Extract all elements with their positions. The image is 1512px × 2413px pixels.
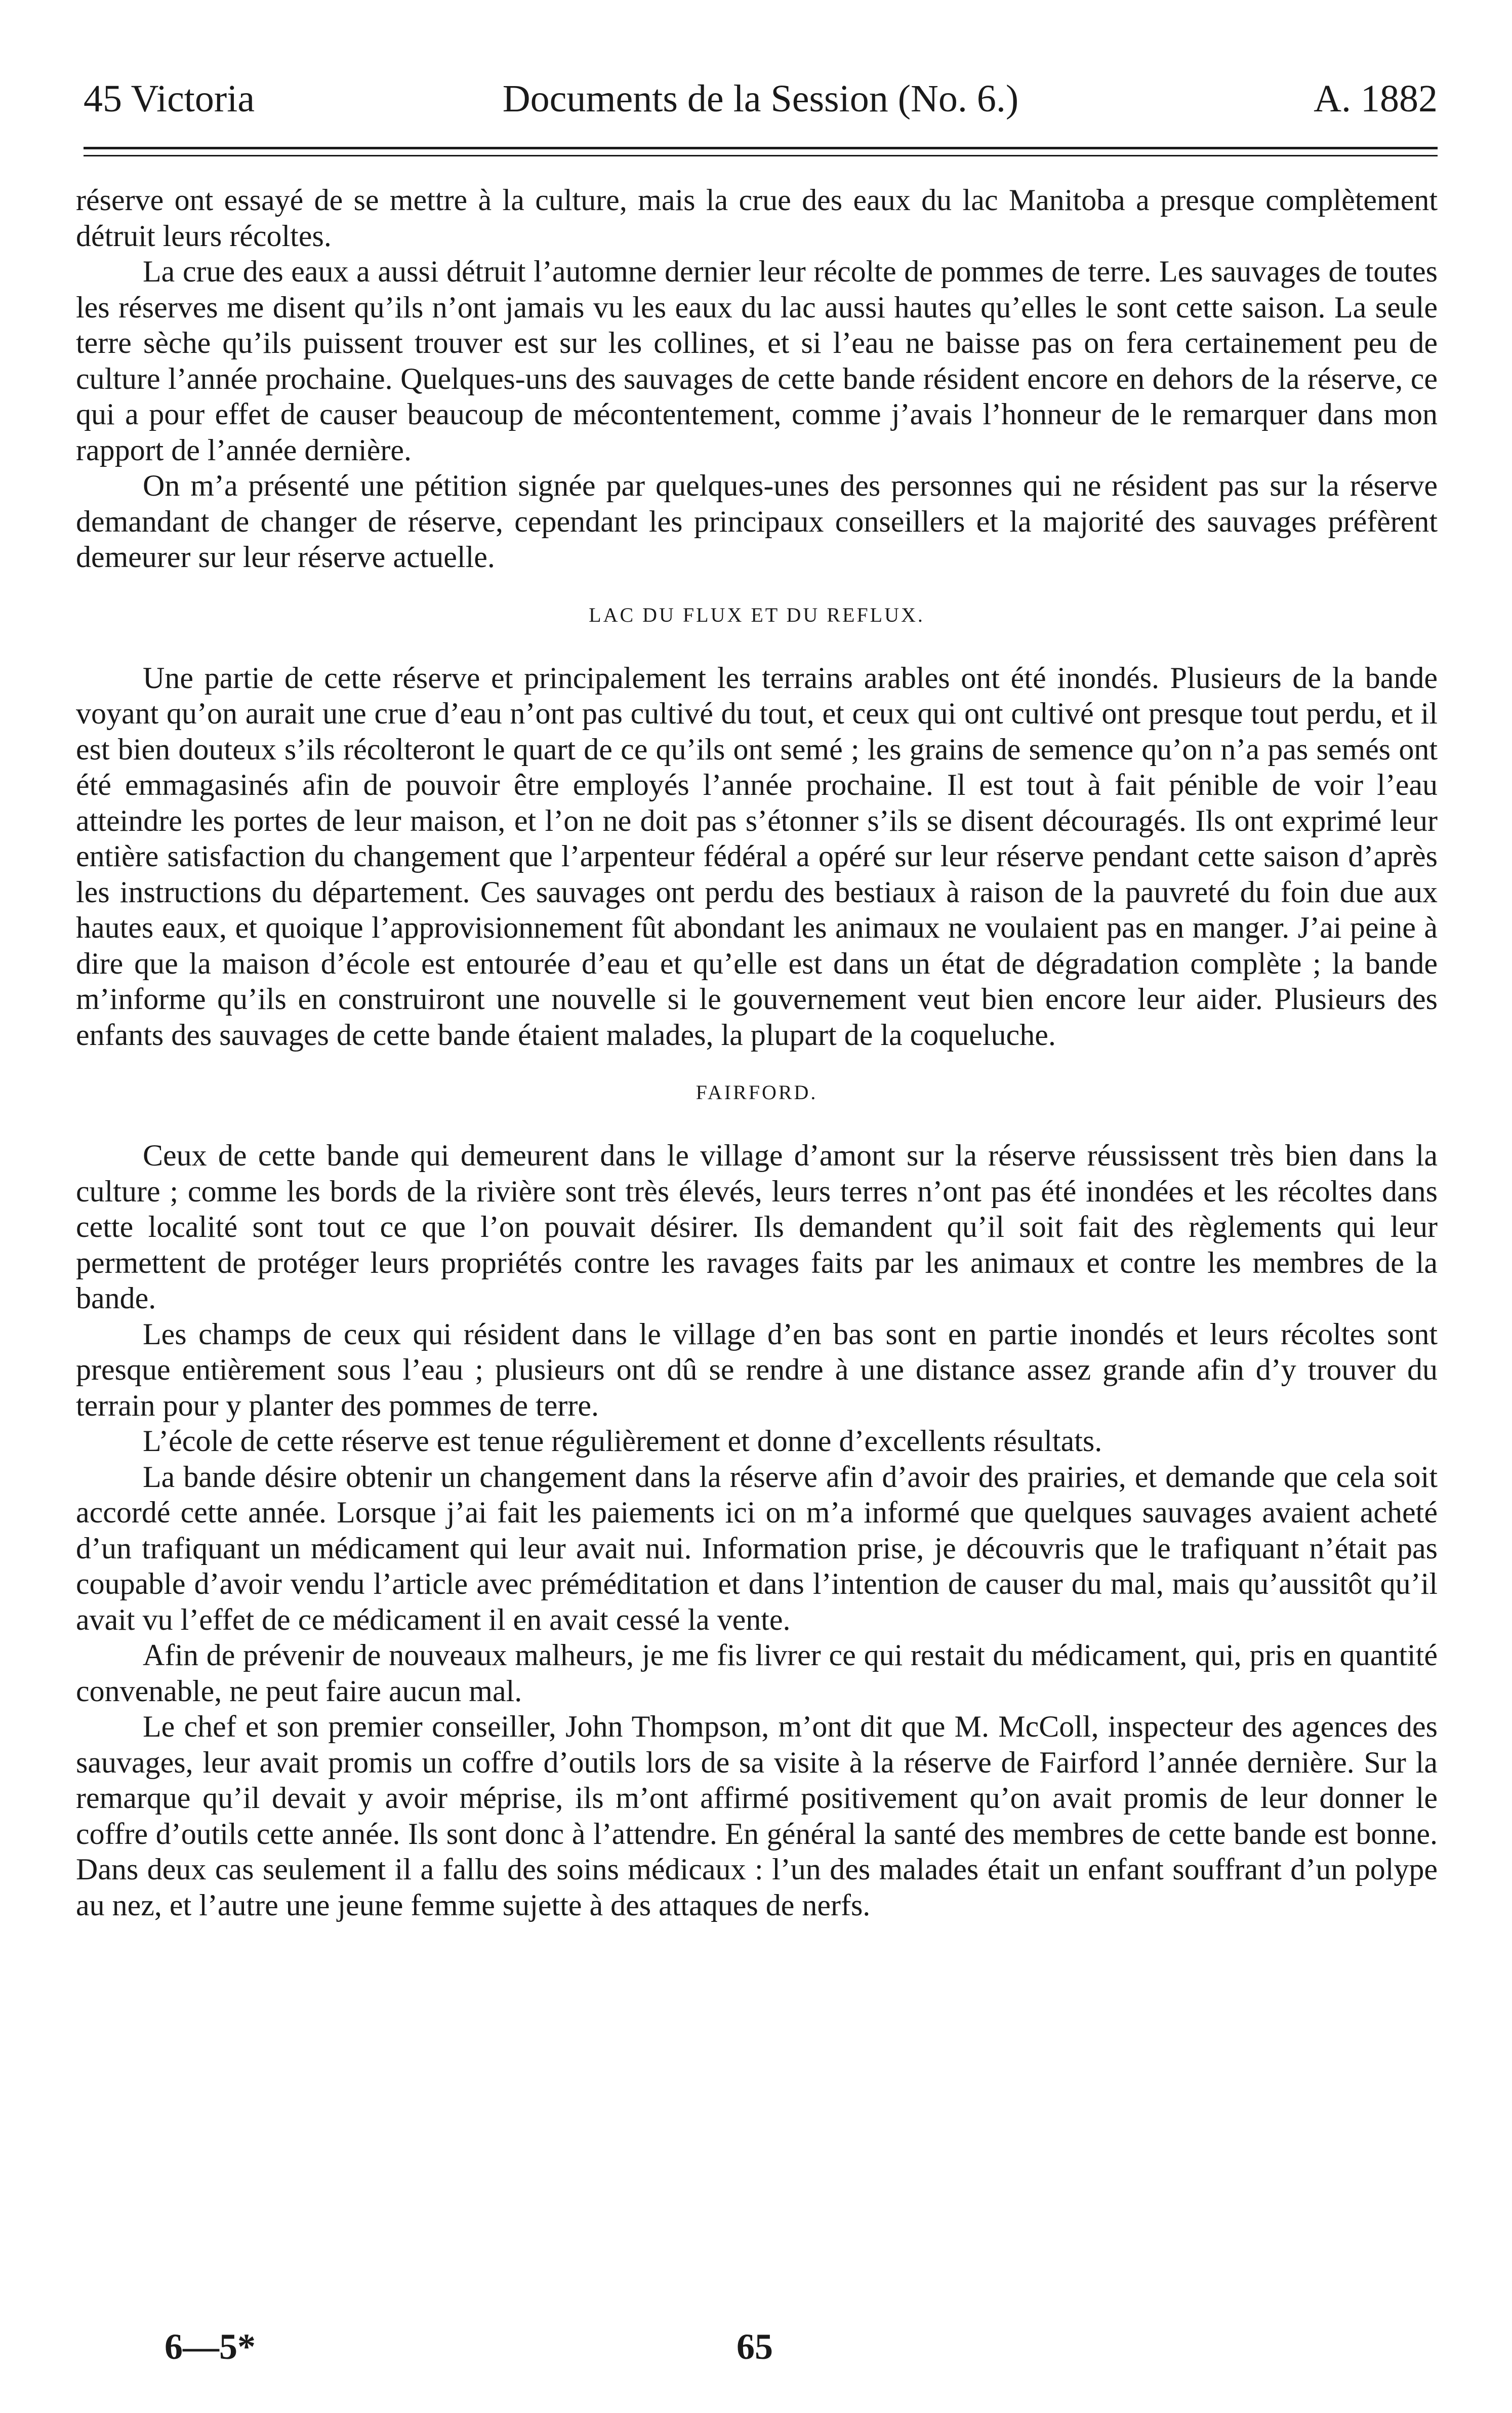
paragraph: On m’a présenté une pétition signée par quelques-unes des personnes qui ne résident pas sur la réserve demandant de changer de réserve, cependant les principaux conseillers et la majorité des sauvages préfèrent demeurer sur leur réserve actuelle. (76, 469, 1438, 574)
running-head (84, 71, 1438, 127)
document-title: Documents de la Session (No. 6.) (502, 77, 1019, 120)
paragraph: L’école de cette réserve est tenue régulièrement et donne d’excellents résultats. (143, 1424, 1102, 1458)
header-rule-thin (84, 155, 1438, 156)
year-label: A. 1882 (1314, 77, 1438, 120)
header-rule-thick (84, 147, 1438, 149)
paragraph: La bande désire obtenir un changement dans la réserve afin d’avoir des prairies, et demande que cela soit accordé cette année. Lorsque j’ai fait les paiements ici on m’a informé que quelques sauvages avaient acheté d’un trafiquant un médicament qui leur avait nui. Information prise, je découvris que le trafiquant n’était pas coupable d’avoir vendu l’article avec préméditation et dans l’intention de causer du mal, mais qu’aussitôt qu’il avait vu l’effet de ce médicament il en avait cessé la vente. (76, 1460, 1438, 1636)
paragraph: Ceux de cette bande qui demeurent dans le village d’amont sur la réserve réussissent très bien dans la culture ; comme les bords de la rivière sont très élevés, leurs terres n’ont pas été inondées et les récoltes dans cette localité sont tout ce que l’on pouvait désirer. Ils demandent qu’il soit fait des règlements qui leur permettent de protéger leurs propriétés contre les ravages faits par les animaux et contre les membres de la bande. (76, 1139, 1438, 1315)
volume-label: 45 Victoria (84, 77, 255, 120)
signature-mark: 6—5* (165, 2326, 256, 2367)
paragraph: La crue des eaux a aussi détruit l’automne dernier leur récolte de pommes de terre. Les sauvages de toutes les réserves me disent qu’ils n’ont jamais vu les eaux du lac aussi hautes qu’elles le sont cette saison. La seule terre sèche qu’ils puissent trouver est sur les collines, et si l’eau ne baisse pas on fera certainement peu de culture l’année prochaine. Quelques-uns des sauvages de cette bande résident encore en dehors de la réserve, ce qui a pour effet de causer beaucoup de mécontentement, comme j’avais l’honneur de le remarquer dans mon rapport de l’année dernière. (76, 255, 1438, 467)
paragraph: Afin de prévenir de nouveaux malheurs, je me fis livrer ce qui restait du médicament, qui, pris en quantité convenable, ne peut faire aucun mal. (76, 1638, 1438, 1708)
section-heading-fairford: FAIRFORD. (696, 1081, 818, 1104)
body-text (76, 182, 1438, 1923)
page-number: 65 (737, 2326, 773, 2367)
section-heading-lac: LAC DU FLUX ET DU REFLUX. (589, 603, 925, 626)
paragraph: Les champs de ceux qui résident dans le village d’en bas sont en partie inondés et leurs récoltes sont presque entièrement sous l’eau ; plusieurs ont dû se rendre à une distance assez grande afin d’y trouver du terrain pour y planter des pommes de terre. (76, 1317, 1438, 1422)
paragraph: réserve ont essayé de se mettre à la culture, mais la crue des eaux du lac Manitoba a presque complètement détruit leurs récoltes. (76, 183, 1438, 253)
paragraph: Une partie de cette réserve et principalement les terrains arables ont été inondés. Plusieurs de la bande voyant qu’on aurait une crue d’eau n’ont pas cultivé du tout, et ceux qui ont cultivé ont presque tout perdu, et il est bien douteux s’ils récolteront le quart de ce qu’ils ont semé ; les grains de semence qu’on n’a pas semés ont été emmagasinés afin de pouvoir être employés l’année prochaine. Il est tout à fait pénible de voir l’eau atteindre les portes de leur maison, et l’on ne doit pas s’étonner s’ils se disent découragés. Ils ont exprimé leur entière satisfaction du changement que l’arpenteur fédéral a opéré sur leur réserve pendant cette saison d’après les instructions du département. Ces sauvages ont perdu des bestiaux à raison de la pauvreté du foin due aux hautes eaux, et quoique l’approvisionnement fût abondant les animaux ne voulaient pas en manger. J’ai peine à dire que la maison d’école est entourée d’eau et qu’elle est dans un état de dégradation complète ; la bande m’informe qu’ils en construiront une nouvelle si le gouvernement veut bien encore leur aider. Plusieurs des enfants des sauvages de cette bande étaient malades, la plupart de la coqueluche. (76, 661, 1438, 1052)
paragraph: Le chef et son premier conseiller, John Thompson, m’ont dit que M. McColl, inspecteur des agences des sauvages, leur avait promis un coffre d’outils lors de sa visite à la réserve de Fairford l’année dernière. Sur la remarque qu’il devait y avoir méprise, ils m’ont affirmé positivement qu’on avait promis de leur donner le coffre d’outils cette année. Ils sont donc à l’attendre. En général la santé des membres de cette bande est bonne. Dans deux cas seulement il a fallu des soins médicaux : l’un des malades était un enfant souffrant d’un polype au nez, et l’autre une jeune femme sujette à des attaques de nerfs. (76, 1710, 1438, 1922)
